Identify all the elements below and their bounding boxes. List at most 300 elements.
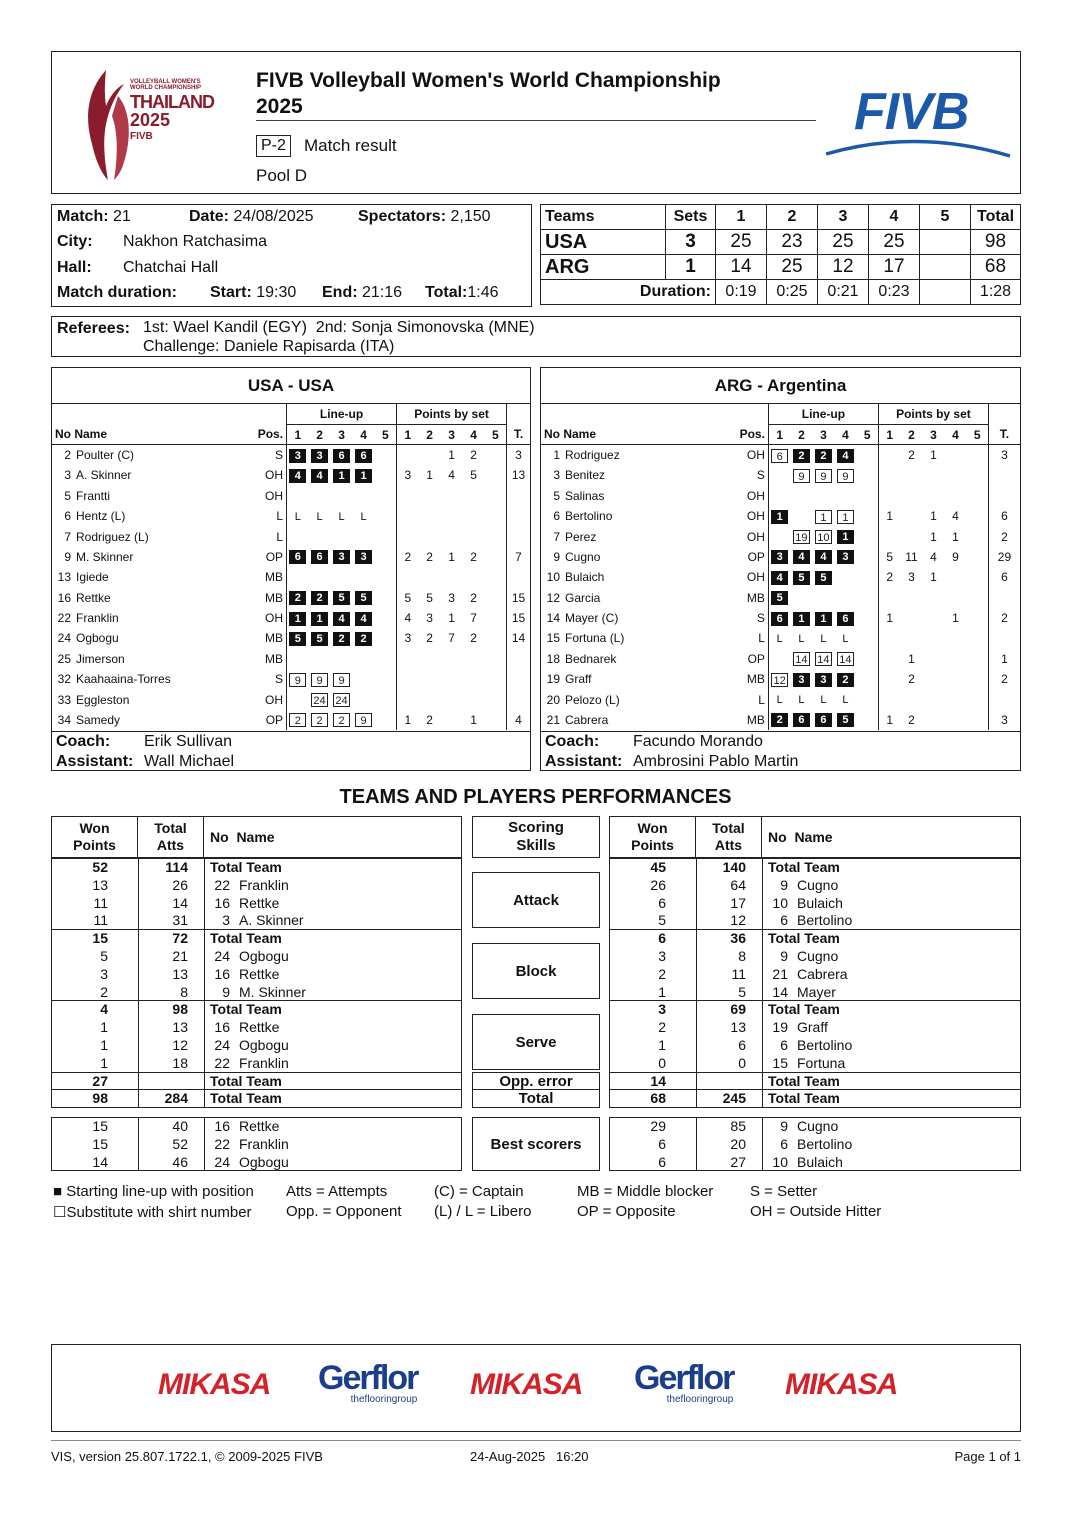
set-points: 2 xyxy=(470,631,477,646)
perf-total-atts: 14 xyxy=(172,894,188,911)
coach-name: Facundo Morando xyxy=(633,733,763,750)
lineup-cell xyxy=(834,465,856,485)
lineup-cell xyxy=(353,710,375,730)
perf-player-name: Total Team xyxy=(768,1090,840,1107)
perf-total-atts: 85 xyxy=(730,1118,746,1134)
referees-line1: 1st: Wael Kandil (EGY) 2nd: Sonja Simonovska (MNE) xyxy=(143,319,535,336)
perf-player-name: Bulaich xyxy=(797,1153,843,1170)
lineup-cell xyxy=(856,547,878,567)
starting-position-badge: 4 xyxy=(771,571,788,585)
perf-won-points: 3 xyxy=(100,965,108,982)
score-set-points xyxy=(920,230,971,255)
player-row xyxy=(541,628,1020,648)
player-position: MB xyxy=(746,590,765,605)
perf-player-name: Cabrera xyxy=(797,965,848,982)
perf-player-number: 16 xyxy=(214,894,230,911)
perf-won-points: 15 xyxy=(92,1118,108,1134)
set-points xyxy=(878,526,900,546)
roster-header-no-name xyxy=(52,424,238,444)
player-row xyxy=(541,526,1020,546)
perf-total-atts: 69 xyxy=(730,1001,746,1018)
event-logo-emblem xyxy=(78,66,138,184)
title-line1: FIVB Volleyball Women's World Championship xyxy=(256,69,721,92)
score-row-usa xyxy=(541,230,1021,255)
player-total-points: 13 xyxy=(507,465,530,485)
lineup-cell xyxy=(834,649,856,669)
perf-player-name: Total Team xyxy=(210,859,282,875)
set-points xyxy=(419,689,441,709)
set-points xyxy=(419,567,441,587)
lineup-cell xyxy=(375,689,397,709)
player-row xyxy=(541,608,1020,628)
doc-title: Match result xyxy=(304,136,397,155)
roster-usa xyxy=(51,367,531,771)
lineup-cell xyxy=(287,649,309,669)
legend-item: OP = Opposite xyxy=(577,1203,676,1220)
player-total-points: 14 xyxy=(507,628,530,648)
set-points xyxy=(485,608,507,628)
lineup-cell xyxy=(353,608,375,628)
divider xyxy=(696,1073,697,1090)
perf-won-points: 2 xyxy=(658,965,666,982)
footer-rule xyxy=(51,1440,1021,1441)
set-points xyxy=(966,445,988,465)
score-header-sets: Sets xyxy=(666,205,716,230)
perf-block-arg xyxy=(609,1000,1021,1072)
player-position: MB xyxy=(265,590,284,605)
set-points: 1 xyxy=(952,611,959,626)
player-total-points: 1 xyxy=(988,649,1020,669)
skill-label-serve: Serve xyxy=(472,1014,600,1070)
perf-player-name: A. Skinner xyxy=(239,912,304,929)
perf-total-atts: 12 xyxy=(172,1036,188,1053)
lineup-cell xyxy=(287,506,309,526)
player-name: Bertolino xyxy=(565,509,613,524)
starting-position-badge: 2 xyxy=(333,632,350,646)
player-number: 5 xyxy=(553,488,560,503)
lineup-cell xyxy=(768,547,790,567)
set-points xyxy=(419,506,441,526)
lineup-cell xyxy=(353,588,375,608)
set-points xyxy=(966,506,988,526)
perf-total-atts: 72 xyxy=(172,930,188,947)
header-won: Won xyxy=(637,820,668,836)
perf-player-number: 6 xyxy=(780,1036,788,1053)
perf-player-number: 16 xyxy=(214,965,230,982)
player-name: M. Skinner xyxy=(76,549,134,564)
player-total-points: 3 xyxy=(988,710,1020,730)
lineup-cell xyxy=(331,689,353,709)
player-total-points: 2 xyxy=(988,669,1020,689)
perf-total-atts: 6 xyxy=(738,1036,746,1053)
player-row xyxy=(52,588,530,608)
points-group-header: Points by set xyxy=(878,404,988,424)
set-points: 4 xyxy=(930,549,937,564)
perf-player-name: Rettke xyxy=(239,965,280,982)
set-points xyxy=(485,445,507,465)
perf-total-atts: 98 xyxy=(172,1001,188,1018)
set-points: 3 xyxy=(426,611,433,626)
lineup-group-header: Line-up xyxy=(768,404,878,424)
starting-position-badge: 5 xyxy=(815,571,832,585)
starting-position-badge: 6 xyxy=(355,449,372,463)
divider xyxy=(204,1090,205,1107)
perf-won-points: 14 xyxy=(650,1072,666,1089)
legend-item: ☐Substitute with shirt number xyxy=(53,1204,252,1221)
perf-player-name: Fortuna xyxy=(797,1054,846,1071)
starting-position-badge: 6 xyxy=(771,612,788,626)
substitute-badge: 9 xyxy=(815,469,832,483)
sponsor-mikasa-3 xyxy=(785,1368,897,1402)
assistant-label: Assistant: xyxy=(545,753,623,770)
lineup-cell xyxy=(331,710,353,730)
perf-won-points: 52 xyxy=(92,859,108,875)
skill-label-opp-error: Opp. error xyxy=(472,1072,600,1091)
player-total-points xyxy=(988,628,1020,648)
lineup-cell xyxy=(331,465,353,485)
player-row xyxy=(52,608,530,628)
lineup-cell xyxy=(331,526,353,546)
set-points xyxy=(966,649,988,669)
lineup-cell xyxy=(375,710,397,730)
perf-block-usa xyxy=(51,858,462,930)
lineup-set-header: 4 xyxy=(353,424,375,444)
header-no: No xyxy=(55,427,71,442)
set-points xyxy=(419,526,441,546)
championship-title xyxy=(256,68,721,120)
lineup-cell xyxy=(768,465,790,485)
starting-position-badge: 3 xyxy=(289,449,306,463)
lineup-cell xyxy=(287,588,309,608)
assistant-name: Wall Michael xyxy=(144,753,235,770)
lineup-cell xyxy=(309,710,331,730)
start-row xyxy=(210,284,296,302)
set-points xyxy=(397,445,419,465)
gerflor-logo-subtext: theflooringroup xyxy=(350,1394,418,1405)
player-position: MB xyxy=(746,672,765,687)
lineup-cell xyxy=(834,526,856,546)
perf-player-name: Total Team xyxy=(768,930,840,947)
perf-player-name: Total Team xyxy=(768,859,840,875)
start-time: 19:30 xyxy=(256,284,297,301)
duration-label: Match duration: xyxy=(57,284,177,301)
starting-position-badge: 2 xyxy=(311,591,328,605)
set-points: 1 xyxy=(908,651,915,666)
set-points xyxy=(463,649,485,669)
set-points xyxy=(944,689,966,709)
lineup-cell xyxy=(812,486,834,506)
substitute-badge: 1 xyxy=(815,510,832,524)
perf-player-name: Rettke xyxy=(239,1019,280,1036)
perf-player-name: Total Team xyxy=(210,930,282,947)
roster-group-header xyxy=(541,404,1020,424)
set-points xyxy=(485,567,507,587)
perf-header-usa xyxy=(51,816,462,858)
perf-player-number: 15 xyxy=(772,1054,788,1071)
player-position: OP xyxy=(265,713,284,728)
spectators-value: 2,150 xyxy=(450,208,491,225)
date-label: Date: xyxy=(189,208,230,225)
lineup-cell xyxy=(353,486,375,506)
lineup-set-header: 5 xyxy=(856,424,878,444)
perf-total-atts: 26 xyxy=(172,876,188,893)
header-no-name: No Name xyxy=(210,829,275,845)
player-name: Rodriguez xyxy=(565,448,620,463)
set-points xyxy=(966,567,988,587)
player-row xyxy=(541,506,1020,526)
player-name: Mayer (C) xyxy=(565,611,619,626)
fivb-logo xyxy=(822,82,1012,162)
set-points xyxy=(900,689,922,709)
score-set-points: 23 xyxy=(767,230,818,255)
perf-won-points: 13 xyxy=(92,876,108,893)
starting-position-badge: 3 xyxy=(355,550,372,564)
pool-label: Pool D xyxy=(256,166,308,185)
set-points xyxy=(441,486,463,506)
starting-position-badge: 4 xyxy=(311,469,328,483)
points-set-header: 2 xyxy=(419,424,441,444)
skill-label-best-scorers: Best scorers xyxy=(472,1117,600,1171)
player-total-points xyxy=(988,588,1020,608)
player-number: 3 xyxy=(64,468,71,483)
header-total: Total xyxy=(712,820,745,836)
starting-position-badge: 6 xyxy=(289,550,306,564)
set-points xyxy=(944,465,966,485)
set-points: 1 xyxy=(878,608,900,628)
perf-won-points: 1 xyxy=(100,1054,108,1071)
player-name: Rodriguez (L) xyxy=(76,529,149,544)
lineup-cell xyxy=(353,628,375,648)
footer-version: VIS, version 25.807.1722.1, © 2009-2025 FIVB xyxy=(51,1449,323,1464)
perf-player-number: 24 xyxy=(214,947,230,964)
perf-player-name: Cugno xyxy=(797,1118,839,1134)
set-points xyxy=(397,689,419,709)
lineup-cell xyxy=(331,486,353,506)
score-table xyxy=(540,204,1021,305)
perf-player-name: Total Team xyxy=(210,1072,282,1089)
assistant-name: Ambrosini Pablo Martin xyxy=(633,753,799,770)
mikasa-logo-text: MIKASA xyxy=(470,1368,583,1401)
points-set-header: 1 xyxy=(878,424,900,444)
lineup-cell xyxy=(812,445,834,465)
set-points xyxy=(397,486,419,506)
set-points xyxy=(900,526,922,546)
score-header-set5: 5 xyxy=(920,205,971,230)
player-row xyxy=(52,689,530,709)
substitute-badge: 12 xyxy=(771,673,788,687)
starting-position-badge: 1 xyxy=(837,530,854,544)
legend-item: (L) / L = Libero xyxy=(434,1203,532,1220)
set-points xyxy=(419,445,441,465)
set-points xyxy=(441,567,463,587)
player-number: 9 xyxy=(64,549,71,564)
substitute-badge: 9 xyxy=(793,469,810,483)
perf-player-number: 10 xyxy=(772,894,788,911)
perf-won-points: 0 xyxy=(658,1054,666,1071)
player-position: OH xyxy=(265,692,284,707)
lineup-set-header: 3 xyxy=(812,424,834,444)
roster-team-title: ARG - Argentina xyxy=(541,368,1020,404)
header-won: Won xyxy=(79,820,110,836)
lineup-cell xyxy=(331,608,353,628)
coach-block xyxy=(52,731,530,772)
lineup-cell xyxy=(790,465,812,485)
lineup-cell xyxy=(856,669,878,689)
player-position: S xyxy=(275,448,284,463)
set-points xyxy=(397,649,419,669)
player-total-points xyxy=(507,689,530,709)
header-no: No xyxy=(544,427,560,442)
header-won-points xyxy=(610,817,696,857)
player-position: OH xyxy=(746,570,765,585)
starting-position-badge: 3 xyxy=(311,449,328,463)
lineup-cell xyxy=(768,649,790,669)
lineup-set-header: 5 xyxy=(375,424,397,444)
hall-label: Hall: xyxy=(57,259,92,276)
perf-player-name: Rettke xyxy=(239,1118,280,1134)
player-name: Bulaich xyxy=(565,570,605,585)
substitute-badge: 10 xyxy=(815,530,832,544)
starting-position-badge: 5 xyxy=(793,571,810,585)
lineup-cell xyxy=(353,669,375,689)
player-row xyxy=(541,486,1020,506)
set-points xyxy=(463,526,485,546)
header-skills: Skills xyxy=(516,837,556,854)
header-pos: Pos. xyxy=(238,424,287,444)
player-name: Igiede xyxy=(76,570,109,585)
set-points: 1 xyxy=(397,710,419,730)
libero-marker: L xyxy=(316,510,323,523)
roster-column-header xyxy=(52,424,530,444)
player-position: L xyxy=(758,692,765,707)
set-points xyxy=(944,649,966,669)
lineup-cell xyxy=(790,588,812,608)
score-team-code: USA xyxy=(541,230,666,255)
perf-player-name: Bulaich xyxy=(797,894,843,911)
player-total-points xyxy=(507,506,530,526)
lineup-cell xyxy=(287,628,309,648)
player-position: OP xyxy=(265,549,284,564)
set-points: 2 xyxy=(878,567,900,587)
set-points xyxy=(966,710,988,730)
starting-position-badge: 6 xyxy=(793,713,810,727)
set-points xyxy=(485,689,507,709)
player-number: 14 xyxy=(546,611,560,626)
lineup-cell xyxy=(790,526,812,546)
set-points xyxy=(397,567,419,587)
duration-row-label: Duration: xyxy=(541,280,716,305)
perf-player-number: 3 xyxy=(222,912,230,929)
libero-marker: L xyxy=(776,632,783,645)
set-points xyxy=(900,628,922,648)
set-points xyxy=(944,445,966,465)
player-name: Franklin xyxy=(76,611,119,626)
lineup-cell xyxy=(834,547,856,567)
assistant-row xyxy=(545,752,1020,772)
player-row xyxy=(52,710,530,730)
set-points xyxy=(441,710,463,730)
roster-header-spacer xyxy=(541,404,768,424)
header-total: T. xyxy=(507,424,530,444)
header-name: Name xyxy=(563,427,597,442)
lineup-cell xyxy=(309,608,331,628)
set-points xyxy=(900,506,922,526)
substitute-badge: 6 xyxy=(771,449,788,463)
mikasa-logo-text: MIKASA xyxy=(785,1368,898,1401)
player-row xyxy=(52,628,530,648)
set-points: 1 xyxy=(930,570,937,585)
lineup-cell xyxy=(287,669,309,689)
set-points xyxy=(485,588,507,608)
perf-won-points: 15 xyxy=(92,1135,108,1152)
set-points xyxy=(966,547,988,567)
score-set-points: 25 xyxy=(869,230,920,255)
lineup-cell xyxy=(768,608,790,628)
player-name: Bednarek xyxy=(565,651,617,666)
coach-row xyxy=(56,732,530,752)
header-total: T. xyxy=(988,424,1020,444)
set-points: 2 xyxy=(908,713,915,728)
set-points xyxy=(485,486,507,506)
libero-marker: L xyxy=(820,694,827,707)
lineup-cell xyxy=(375,649,397,669)
lineup-cell xyxy=(309,689,331,709)
player-name: Frantti xyxy=(76,488,111,503)
set-points xyxy=(878,628,900,648)
lineup-cell xyxy=(812,689,834,709)
lineup-cell xyxy=(309,506,331,526)
substitute-badge: 9 xyxy=(289,673,306,687)
set-points xyxy=(441,526,463,546)
player-name: Cugno xyxy=(565,549,601,564)
player-total-points xyxy=(507,486,530,506)
score-total-points: 68 xyxy=(971,255,1021,280)
perf-player-number: 10 xyxy=(772,1153,788,1170)
score-team-code: ARG xyxy=(541,255,666,280)
player-position: S xyxy=(756,468,765,483)
roster-header-spacer xyxy=(52,404,287,424)
lineup-cell xyxy=(812,710,834,730)
lineup-cell xyxy=(309,669,331,689)
lineup-cell xyxy=(856,588,878,608)
perf-player-number: 22 xyxy=(214,1135,230,1152)
perf-player-name: Rettke xyxy=(239,894,280,911)
divider xyxy=(762,1073,763,1090)
player-position: S xyxy=(756,611,765,626)
lineup-cell xyxy=(812,649,834,669)
player-total-points xyxy=(507,567,530,587)
player-number: 21 xyxy=(546,713,560,728)
perf-player-name: Bertolino xyxy=(797,1036,853,1053)
points-set-header: 4 xyxy=(944,424,966,444)
score-duration-row xyxy=(541,280,1021,305)
starting-position-badge: 1 xyxy=(289,612,306,626)
player-number: 3 xyxy=(553,468,560,483)
perf-won-points: 6 xyxy=(658,930,666,947)
player-name: Samedy xyxy=(76,713,121,728)
lineup-cell xyxy=(834,506,856,526)
perf-total-atts: 140 xyxy=(722,859,746,875)
set-points xyxy=(419,669,441,689)
perf-player-number: 16 xyxy=(214,1019,230,1036)
set-points xyxy=(485,547,507,567)
player-name: Eggleston xyxy=(76,692,130,707)
set-points: 1 xyxy=(470,713,477,728)
lineup-cell xyxy=(768,710,790,730)
set-points xyxy=(485,465,507,485)
set-points: 4 xyxy=(952,509,959,524)
player-row xyxy=(52,567,530,587)
